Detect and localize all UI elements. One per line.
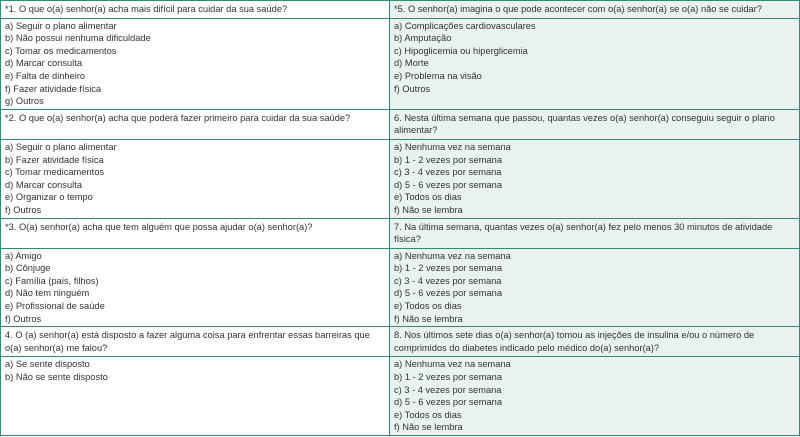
option-item: e) Todos os dias (394, 409, 462, 420)
option-item: b) 1 - 2 vezes por semana (394, 263, 502, 274)
option-item: b) Não possui nenhuma dificuldade (5, 33, 151, 44)
option-item: b) Não se sente disposto (5, 372, 108, 383)
option-item: g) Outros (5, 96, 44, 107)
option-item: a) Amigo (5, 250, 42, 261)
option-item: f) Não se lembra (394, 422, 463, 433)
option-item: c) Hipoglicemia ou hiperglicemia (394, 45, 528, 56)
question-cell: 4. O (a) senhor(a) está disposto a fazer alguma coisa para enfrentar essas barreiras que o(a) senhor(a) me falou? (1, 327, 390, 357)
option-item: d) 5 - 6 vezes por semana (394, 179, 502, 190)
options-cell (1, 139, 390, 218)
question-cell: 8. Nos últimos sete dias o(a) senhor(a) tomou as injeções de insulina e/ou o número de comprimidos do diabetes indicado pelo médico do(a) senhor(a)? (390, 327, 800, 357)
question-cell: *5. O senhor(a) imagina o que pode acontecer com o(a) senhor(a) se o(a) não se cuidar? (390, 1, 800, 19)
options-cell (390, 357, 800, 436)
options-row (1, 18, 800, 109)
option-item: f) Não se lembra (394, 313, 463, 324)
option-item: c) 3 - 4 vezes por semana (394, 384, 502, 395)
option-item: d) Não tem ninguém (5, 288, 90, 299)
option-item: d) Marcar consulta (5, 58, 82, 69)
options-row (1, 357, 800, 436)
option-item: a) Nenhuma vez na semana (394, 141, 511, 152)
option-item: b) Fazer atividade física (5, 154, 104, 165)
question-cell: *3. O(a) senhor(a) acha que tem alguém que possa ajudar o(a) senhor(a)? (1, 218, 390, 248)
option-item: a) Nenhuma vez na semana (394, 250, 511, 261)
option-item: c) Tomar os medicamentos (5, 45, 117, 56)
option-item: b) Cônjuge (5, 263, 51, 274)
option-item: a) Seguir o plano alimentar (5, 141, 117, 152)
options-cell (390, 18, 800, 109)
option-item: c) 3 - 4 vezes por semana (394, 167, 502, 178)
option-item: b) Amputação (394, 33, 452, 44)
option-item: b) 1 - 2 vezes por semana (394, 372, 502, 383)
option-item: f) Outros (5, 313, 42, 324)
question-cell: *2. O que o(a) senhor(a) acha que poderá fazer primeiro para cuidar da sua saúde? (1, 109, 390, 139)
options-cell (1, 248, 390, 327)
questionnaire-body (1, 1, 800, 436)
question-row (1, 327, 800, 357)
option-item: f) Outros (5, 204, 42, 215)
option-item: f) Outros (394, 83, 431, 94)
option-item: d) 5 - 6 vezes por semana (394, 288, 502, 299)
option-item: d) 5 - 6 vezes por semana (394, 397, 502, 408)
question-row (1, 1, 800, 19)
option-item: e) Organizar o tempo (5, 192, 93, 203)
options-row (1, 248, 800, 327)
option-item: b) 1 - 2 vezes por semana (394, 154, 502, 165)
option-item: e) Todos os dias (394, 192, 462, 203)
options-cell (390, 248, 800, 327)
option-item: e) Todos os dias (394, 301, 462, 312)
option-item: f) Fazer atividade física (5, 83, 102, 94)
option-item: f) Não se lembra (394, 204, 463, 215)
option-item: d) Marcar consulta (5, 179, 82, 190)
option-item: a) Nenhuma vez na semana (394, 359, 511, 370)
option-item: a) Se sente disposto (5, 359, 90, 370)
question-cell: 6. Nesta última semana que passou, quantas vezes o(a) senhor(a) conseguiu seguir o plano alimentar? (390, 109, 800, 139)
option-item: e) Problema na visão (394, 70, 482, 81)
option-item: a) Seguir o plano alimentar (5, 20, 117, 31)
options-row (1, 139, 800, 218)
question-row (1, 109, 800, 139)
option-item: d) Morte (394, 58, 429, 69)
option-item: c) Família (pais, filhos) (5, 275, 99, 286)
question-row (1, 218, 800, 248)
options-cell (390, 139, 800, 218)
option-item: a) Complicações cardiovasculares (394, 20, 536, 31)
options-cell (1, 357, 390, 436)
option-item: e) Profissional de saúde (5, 301, 105, 312)
option-item: c) 3 - 4 vezes por semana (394, 275, 502, 286)
option-item: e) Falta de dinheiro (5, 70, 86, 81)
options-cell (1, 18, 390, 109)
question-cell: 7. Na última semana, quantas vezes o(a) senhor(a) fez pelo menos 30 minutos de atividade física? (390, 218, 800, 248)
question-cell: *1. O que o(a) senhor(a) acha mais difícil para cuidar da sua saúde? (1, 1, 390, 19)
option-item: c) Tomar medicamentos (5, 167, 105, 178)
